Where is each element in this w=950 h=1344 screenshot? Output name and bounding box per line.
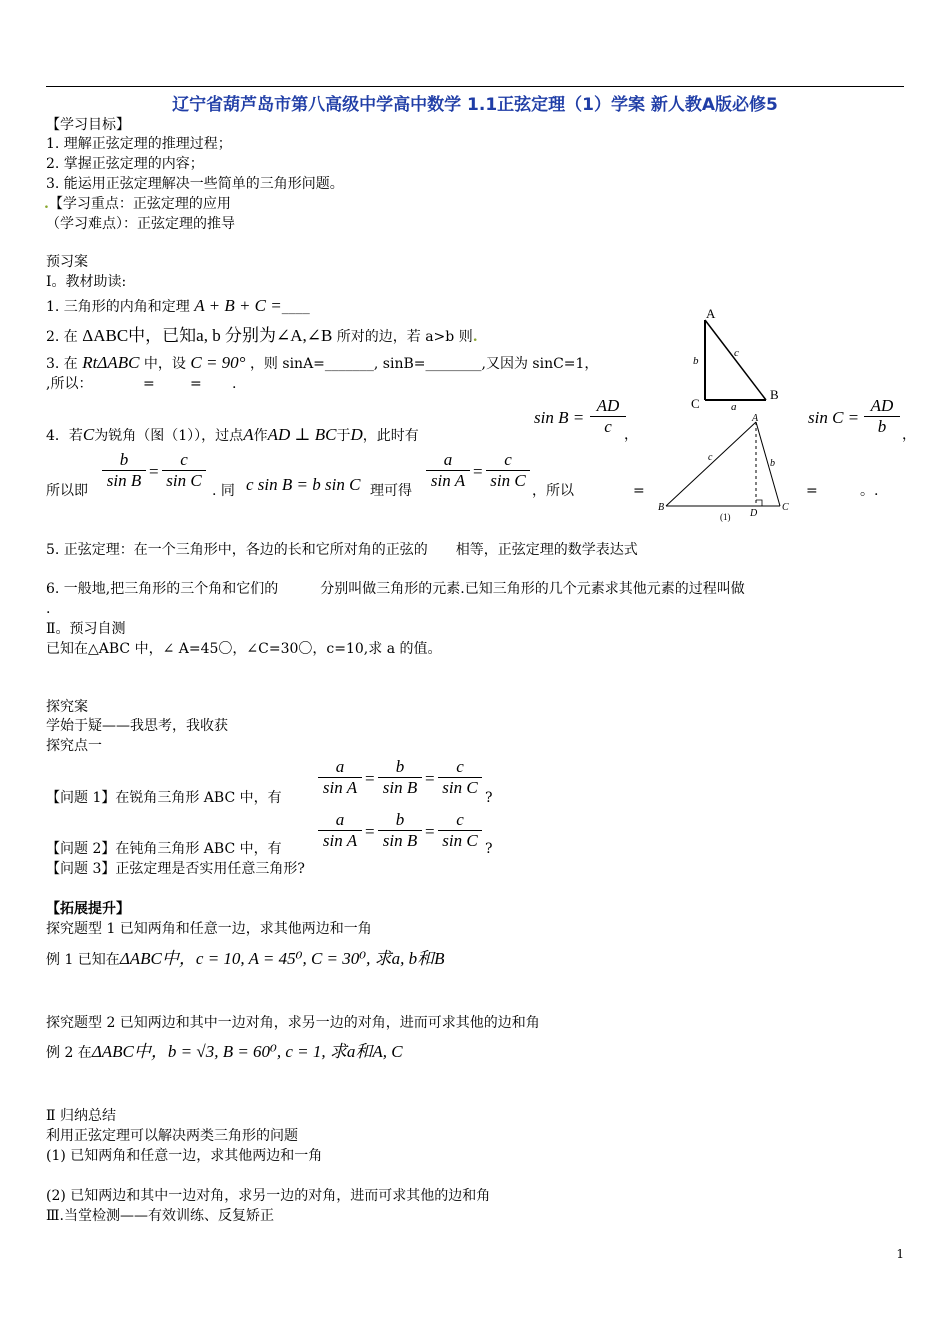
eq-sign: =	[149, 462, 159, 481]
p2-question: ?	[485, 841, 493, 857]
preview-sub2: Ⅱ。预习自测	[46, 621, 126, 637]
vertex-B: B	[658, 502, 665, 513]
comma-2: ，	[902, 427, 916, 443]
p2-frac-b: $\frac{b}{\text{sin B}}$	[378, 810, 422, 851]
question-2: 2. 在 ΔABC中，已知a, b 分别为∠A,∠B 所对的边，若 a>b 则.	[46, 326, 478, 345]
problem-3: 【问题 3】正弦定理是否实用任意三角形?	[46, 861, 305, 877]
problem-1: 【问题 1】在锐角三角形 ABC 中，有	[46, 790, 282, 806]
label-c: c	[734, 347, 739, 359]
sinC-eq: sin C =	[808, 408, 860, 427]
explore-heading: 探究案	[46, 699, 88, 715]
vertex-B: B	[770, 387, 779, 402]
sum-formula: A + B + C =	[194, 296, 282, 315]
summary-item-1: (1) 已知两角和任意一边，求其他两边和一角	[46, 1148, 323, 1164]
right-angle-mark	[756, 500, 762, 506]
p1-eq-2: =	[425, 769, 435, 788]
type-1: 探究题型 1 已知两角和任意一边，求其他两边和一角	[46, 921, 372, 937]
objective-1: 1. 理解正弦定理的推理过程；	[46, 136, 232, 152]
page-number: 1	[896, 1247, 904, 1261]
p1-frac-b: $\frac{b}{\text{sin B}}$	[378, 757, 422, 798]
key-point: .【学习重点：正弦定理的应用	[44, 196, 231, 212]
label-c: c	[708, 452, 713, 463]
label-a: a	[731, 401, 737, 412]
p1-eq-1: =	[365, 769, 375, 788]
eq-sign-2: =	[473, 462, 483, 481]
q4-end: 。.	[860, 483, 879, 499]
vertex-A: A	[752, 413, 759, 424]
explore-point: 探究点一	[46, 738, 102, 754]
acute-triangle-figure	[652, 412, 802, 524]
label-b: b	[770, 458, 775, 469]
q4-therefore: ，所以	[532, 483, 574, 499]
example-2: 例 2 在ΔABC中，b = √3, B = 60⁰, c = 1, 求a和A, C	[46, 1042, 403, 1061]
p1-question: ?	[485, 790, 493, 806]
frac-c-sinC: $\frac{c}{\text{sin C}}$	[162, 450, 206, 491]
question-6: 6. 一般地,把三角形的三个角和它们的 分别叫做三角形的元素.已知三角形的几个元素求其他元素的过程叫做	[46, 581, 745, 597]
q4-deduce: 理可得	[370, 483, 412, 499]
explore-line1: 学始于疑——我思考，我收获	[46, 718, 228, 734]
summary-line1: 利用正弦定理可以解决两类三角形的问题	[46, 1128, 298, 1144]
question-5: 5. 正弦定理：在一个三角形中，各边的长和它所对角的正弦的 相等，正弦定理的数学表达式	[46, 542, 638, 558]
type-2: 探究题型 2 已知两边和其中一边对角，求另一边的对角，进而可求其他的边和角	[46, 1015, 540, 1031]
q3-eq-2: =	[190, 376, 202, 392]
frac-b-sinB: $\frac{b}{\text{sin B}}$	[102, 450, 146, 491]
preview-sub1: Ⅰ。教材助读:	[46, 274, 127, 290]
objective-2: 2. 掌握正弦定理的内容；	[46, 156, 204, 172]
p2-eq-2: =	[425, 822, 435, 841]
frac-AD-b: $\frac{AD}{b}$	[864, 396, 900, 437]
question-4: 4．若C为锐角（图（1）），过点A作AD ⊥ BC于D，此时有	[46, 425, 419, 444]
question-3: 3. 在 RtΔABC 中，设 C = 90° ，则 sinA=_______, sinB=________,又因为 sinC=1，	[46, 353, 599, 372]
sinB-eq: sin B =	[534, 408, 585, 427]
figure-caption: (1)	[720, 512, 731, 522]
question-3-cont: ,所以：	[46, 376, 93, 392]
page-title: 辽宁省葫芦岛市第八高级中学高中数学 1.1正弦定理（1）学案 新人教A版必修5	[172, 95, 778, 115]
vertex-D: D	[750, 508, 758, 519]
frac-c-sinC-2: $\frac{c}{\text{sin C}}$	[486, 450, 530, 491]
summary-heading: Ⅱ 归纳总结	[46, 1108, 116, 1124]
problem-2: 【问题 2】在钝角三角形 ABC 中，有	[46, 841, 282, 857]
comma-1: ，	[624, 427, 638, 443]
p1-frac-c: $\frac{c}{\text{sin C}}$	[438, 757, 482, 798]
vertex-C: C	[691, 396, 700, 411]
vertex-C: C	[782, 502, 789, 513]
q4-same: . 同	[212, 483, 235, 499]
side-b	[756, 422, 780, 506]
objectives-heading: 【学习目标】	[46, 117, 130, 133]
preview-heading: 预习案	[46, 254, 88, 270]
self-test: 已知在△ABC 中，∠ A=45〇，∠C=30〇，c=10,求 a 的值。	[46, 641, 442, 657]
q4-eq-2: =	[806, 483, 818, 499]
header-rule	[46, 86, 904, 87]
frac-AD-c: $\frac{AD}{c}$	[590, 396, 626, 437]
summary-check: Ⅲ.当堂检测——有效训练、反复矫正	[46, 1208, 274, 1224]
p2-eq-1: =	[365, 822, 375, 841]
p2-frac-a: $\frac{a}{\text{sin A}}$	[318, 810, 362, 851]
question-1: 1. 三角形的内角和定理 A + B + C =____	[46, 296, 310, 315]
right-triangle-figure	[688, 306, 788, 412]
q6-dot: .	[46, 601, 51, 617]
objective-3: 3. 能运用正弦定理解决一些简单的三角形问题。	[46, 176, 344, 192]
example-1-formula: ΔABC中，c = 10, A = 45⁰, C = 30⁰, 求a, b和B	[119, 949, 445, 968]
q4-so: 所以即	[46, 483, 88, 499]
label-b: b	[693, 355, 699, 367]
side-c	[666, 422, 756, 506]
same-formula: c sin B = b sin C	[246, 475, 361, 494]
p2-frac-c: $\frac{c}{\text{sin C}}$	[438, 810, 482, 851]
p1-frac-a: $\frac{a}{\text{sin A}}$	[318, 757, 362, 798]
vertex-A: A	[706, 306, 716, 321]
summary-item-2: (2) 已知两边和其中一边对角，求另一边的对角，进而可求其他的边和角	[46, 1188, 491, 1204]
example-1: 例 1 已知在ΔABC中，c = 10, A = 45⁰, C = 30⁰, 求a, b和B	[46, 949, 445, 968]
example-2-formula: ΔABC中，b = √3, B = 60⁰, c = 1, 求a和A, C	[91, 1042, 403, 1061]
q2-formula: ΔABC中，已知a, b 分别为∠A,∠B	[82, 326, 333, 345]
side-c	[705, 320, 766, 400]
frac-a-sinA: $\frac{a}{\text{sin A}}$	[426, 450, 470, 491]
q3-dot: .	[232, 376, 237, 392]
q3-eq-1: =	[143, 376, 155, 392]
difficulty: （学习难点）：正弦定理的推导	[46, 216, 235, 232]
q4-eq-1: =	[633, 483, 645, 499]
extend-heading: 【拓展提升】	[46, 901, 130, 917]
